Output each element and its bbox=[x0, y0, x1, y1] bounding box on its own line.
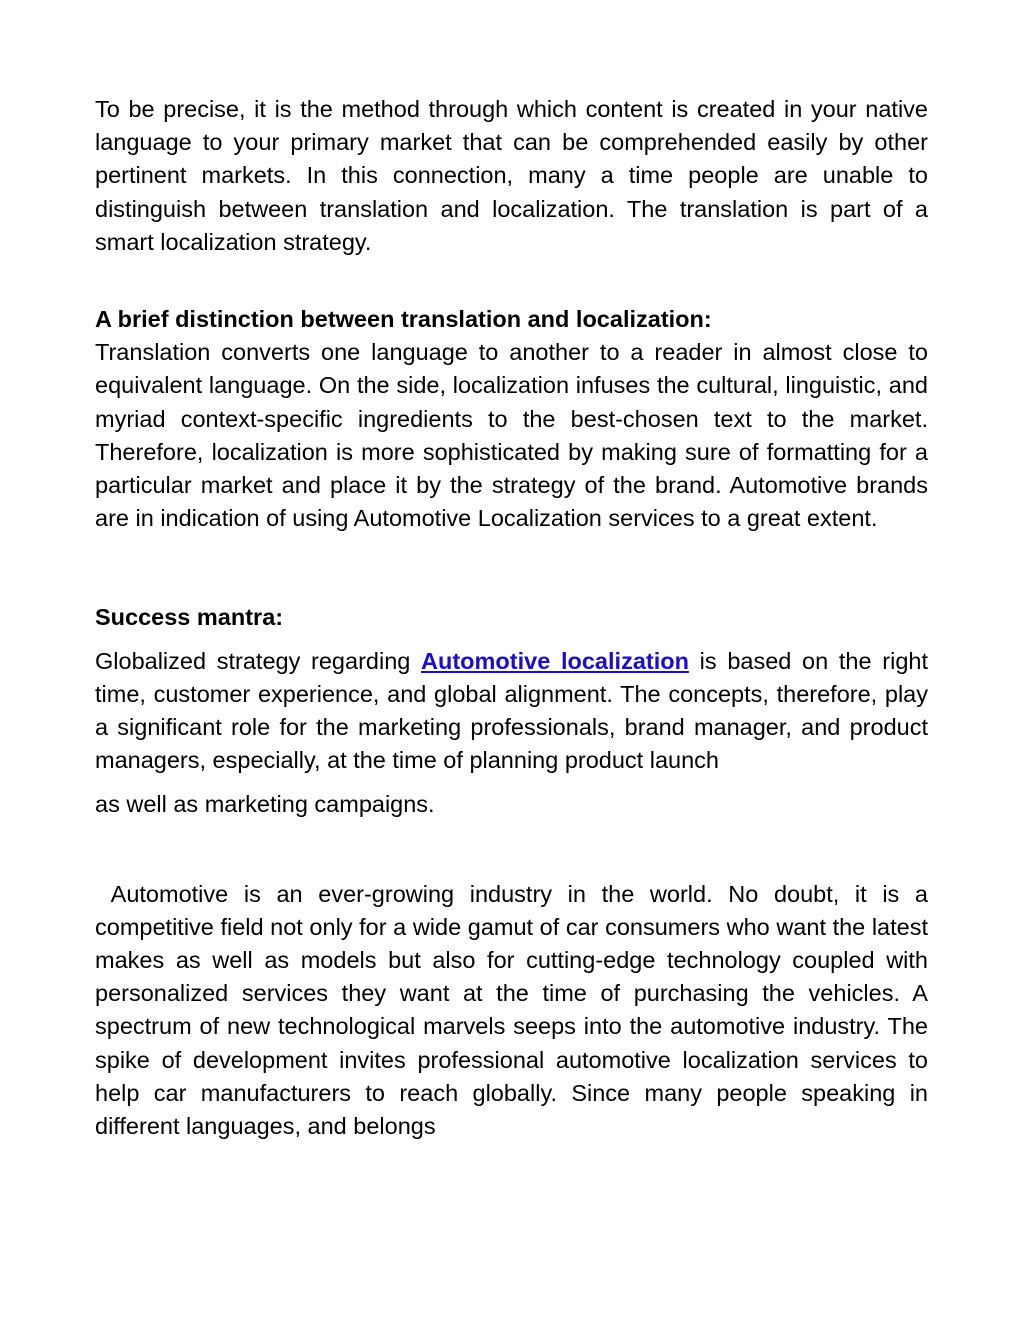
section-heading-success-mantra: Success mantra: bbox=[95, 604, 284, 631]
section-heading-distinction: A brief distinction between translation and localization: bbox=[95, 306, 712, 333]
distinction-paragraph: Translation converts one language to another to a reader in almost close to equivalent language. On the side, localization infuses the cultural, linguistic, and myriad context-specific ingredients to the best-chosen text to the market. Therefore, localization is more sophisticated by making sure of formatting for a particular market and place it by the strategy of the brand. Automotive brands are in indication of using Automotive Localization services to a great extent. bbox=[95, 339, 928, 532]
paragraph-text-before-link: Globalized strategy regarding bbox=[95, 647, 422, 674]
automotive-industry-paragraph: Automotive is an ever-growing industry in the world. No doubt, it is a competitive field not only for a wide gamut of car consumers who want the latest makes as well as models but also for cutting-edge technology coupled with personalized services they want at the time of purchasing the vehicles. A spectrum of new technological marvels seeps into the automotive industry. The spike of development invites professional automotive localization services to help car manufacturers to reach globally. Since many people speaking in different languages, and belongs bbox=[95, 880, 935, 1140]
campaigns-paragraph: as well as marketing campaigns. bbox=[95, 791, 435, 818]
intro-paragraph: To be precise, it is the method through which content is created in your native language to your primary market that can be comprehended easily by other pertinent markets. In this connection, many a time people are unable to distinguish between translation and localization. The translation is part of a smart localization strategy. bbox=[95, 96, 928, 255]
paragraph-text-after-link: is based on the right time, customer experience, and global alignment. The concepts, therefore, play a significant role for the marketing professionals, brand manager, and product managers, especially, at the time of planning product launch bbox=[95, 647, 928, 774]
automotive-localization-link[interactable]: Automotive localization bbox=[421, 647, 689, 674]
success-mantra-paragraph bbox=[95, 645, 928, 778]
